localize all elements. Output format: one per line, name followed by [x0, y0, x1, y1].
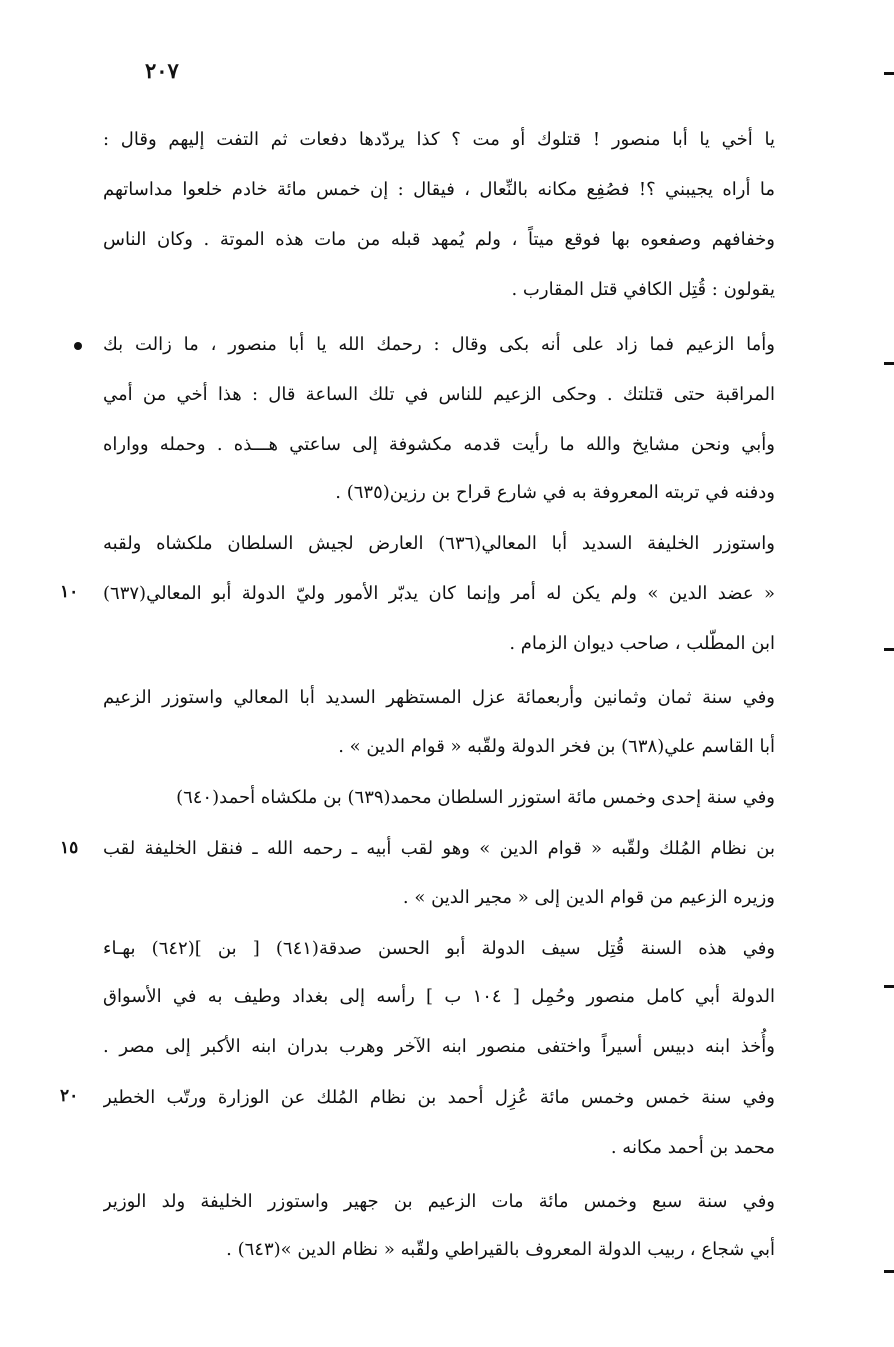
text-line: بن نظام المُلك ولقّبه « قوام الدين » وهو لقب أبيه ـ رحمه الله ـ فنقل الخليفة لقب [103, 838, 775, 859]
text-line: وأما الزعيم فما زاد على أنه بكى وقال : رحمك الله يا أبا منصور ، ما زالت بك [103, 334, 775, 355]
text-line: وفي سنة سبع وخمس مائة مات الزعيم بن جهير واستوزر الخليفة ولد الوزير [103, 1191, 775, 1212]
text-line: وفي سنة خمس وخمس مائة عُزِل أحمد بن نظام المُلك عن الوزارة ورتّب الخطير [103, 1087, 775, 1108]
text-line: محمد بن أحمد مكانه . [610, 1137, 775, 1158]
text-line: الدولة أبي كامل منصور وحُمِل [ ١٠٤ ب ] رأسه إلى بغداد وطيف به في الأسواق [103, 986, 775, 1007]
text-line: وخفافهم وصفعوه بها فوقع ميتاً ، ولم يُمهد قبله من مات هذه الموتة . وكان الناس [103, 229, 775, 250]
page-edge-mark [884, 72, 894, 75]
page-edge-mark [884, 985, 894, 988]
page-number: ٢٠٧ [145, 58, 179, 83]
text-line: « عضد الدين » ولم يكن له أمر وإنما كان يدبّر الأمور وليّ الدولة أبو المعالي(٦٣٧) [103, 583, 775, 604]
line-number: ١٥ [60, 838, 79, 858]
text-line: ابن المطّلب ، صاحب ديوان الزمام . [509, 633, 775, 654]
text-line: وزيره الزعيم من قوام الدين إلى « مجير الدين » . [402, 887, 775, 908]
text-line: وأبي ونحن مشايخ والله ما رأيت قدمه مكشوفة إلى ساعتي هـــذه . وحمله وواراه [103, 434, 775, 455]
text-line: المراقبة حتى قتلتك . وحكى الزعيم للناس في تلك الساعة قال : هذا أخي من أمي [103, 384, 775, 405]
text-line: وفي سنة إحدى وخمس مائة استوزر السلطان محمد(٦٣٩) بن ملكشاه أحمد(٦٤٠) [176, 787, 775, 808]
text-line: يا أخي يا أبا منصور ! قتلوك أو مت ؟ كذا يردّدها دفعات ثم التفت إليهم وقال : [103, 129, 775, 150]
text-line: ما أراه يجيبني ؟! فصُفِع مكانه بالنِّعال ، فيقال : إن خمس مائة خادم خلعوا مداساتهم [103, 179, 775, 200]
page-edge-mark [884, 362, 894, 365]
paragraph-bullet [74, 342, 82, 350]
line-number: ٢٠ [60, 1086, 79, 1106]
page-edge-mark [884, 648, 894, 651]
text-line: أبا القاسم علي(٦٣٨) بن فخر الدولة ولقّبه « قوام الدين » . [338, 736, 775, 757]
page-edge-mark [884, 1270, 894, 1273]
text-line: وأُخذ ابنه دبيس أسيراً واختفى منصور ابنه الآخر وهرب بدران ابنه الأكبر إلى مصر . [103, 1036, 775, 1057]
line-number: ١٠ [60, 582, 79, 602]
text-line: ودفنه في تربته المعروفة به في شارع قراح بن رزين(٦٣٥) . [335, 482, 775, 503]
text-line: واستوزر الخليفة السديد أبا المعالي(٦٣٦) العارض لجيش السلطان ملكشاه ولقبه [103, 533, 775, 554]
text-line: أبي شجاع ، ربيب الدولة المعروف بالقيراطي ولقّبه « نظام الدين »(٦٤٣) . [226, 1239, 775, 1260]
text-line: يقولون : قُتِل الكافي قتل المقارب . [511, 279, 775, 300]
text-line: وفي سنة ثمان وثمانين وأربعمائة عزل المستظهر السديد أبا المعالي واستوزر الزعيم [103, 687, 775, 708]
text-line: وفي هذه السنة قُتِل سيف الدولة أبو الحسن صدقة(٦٤١) [ بن ](٦٤٢) بهـاء [103, 938, 775, 959]
